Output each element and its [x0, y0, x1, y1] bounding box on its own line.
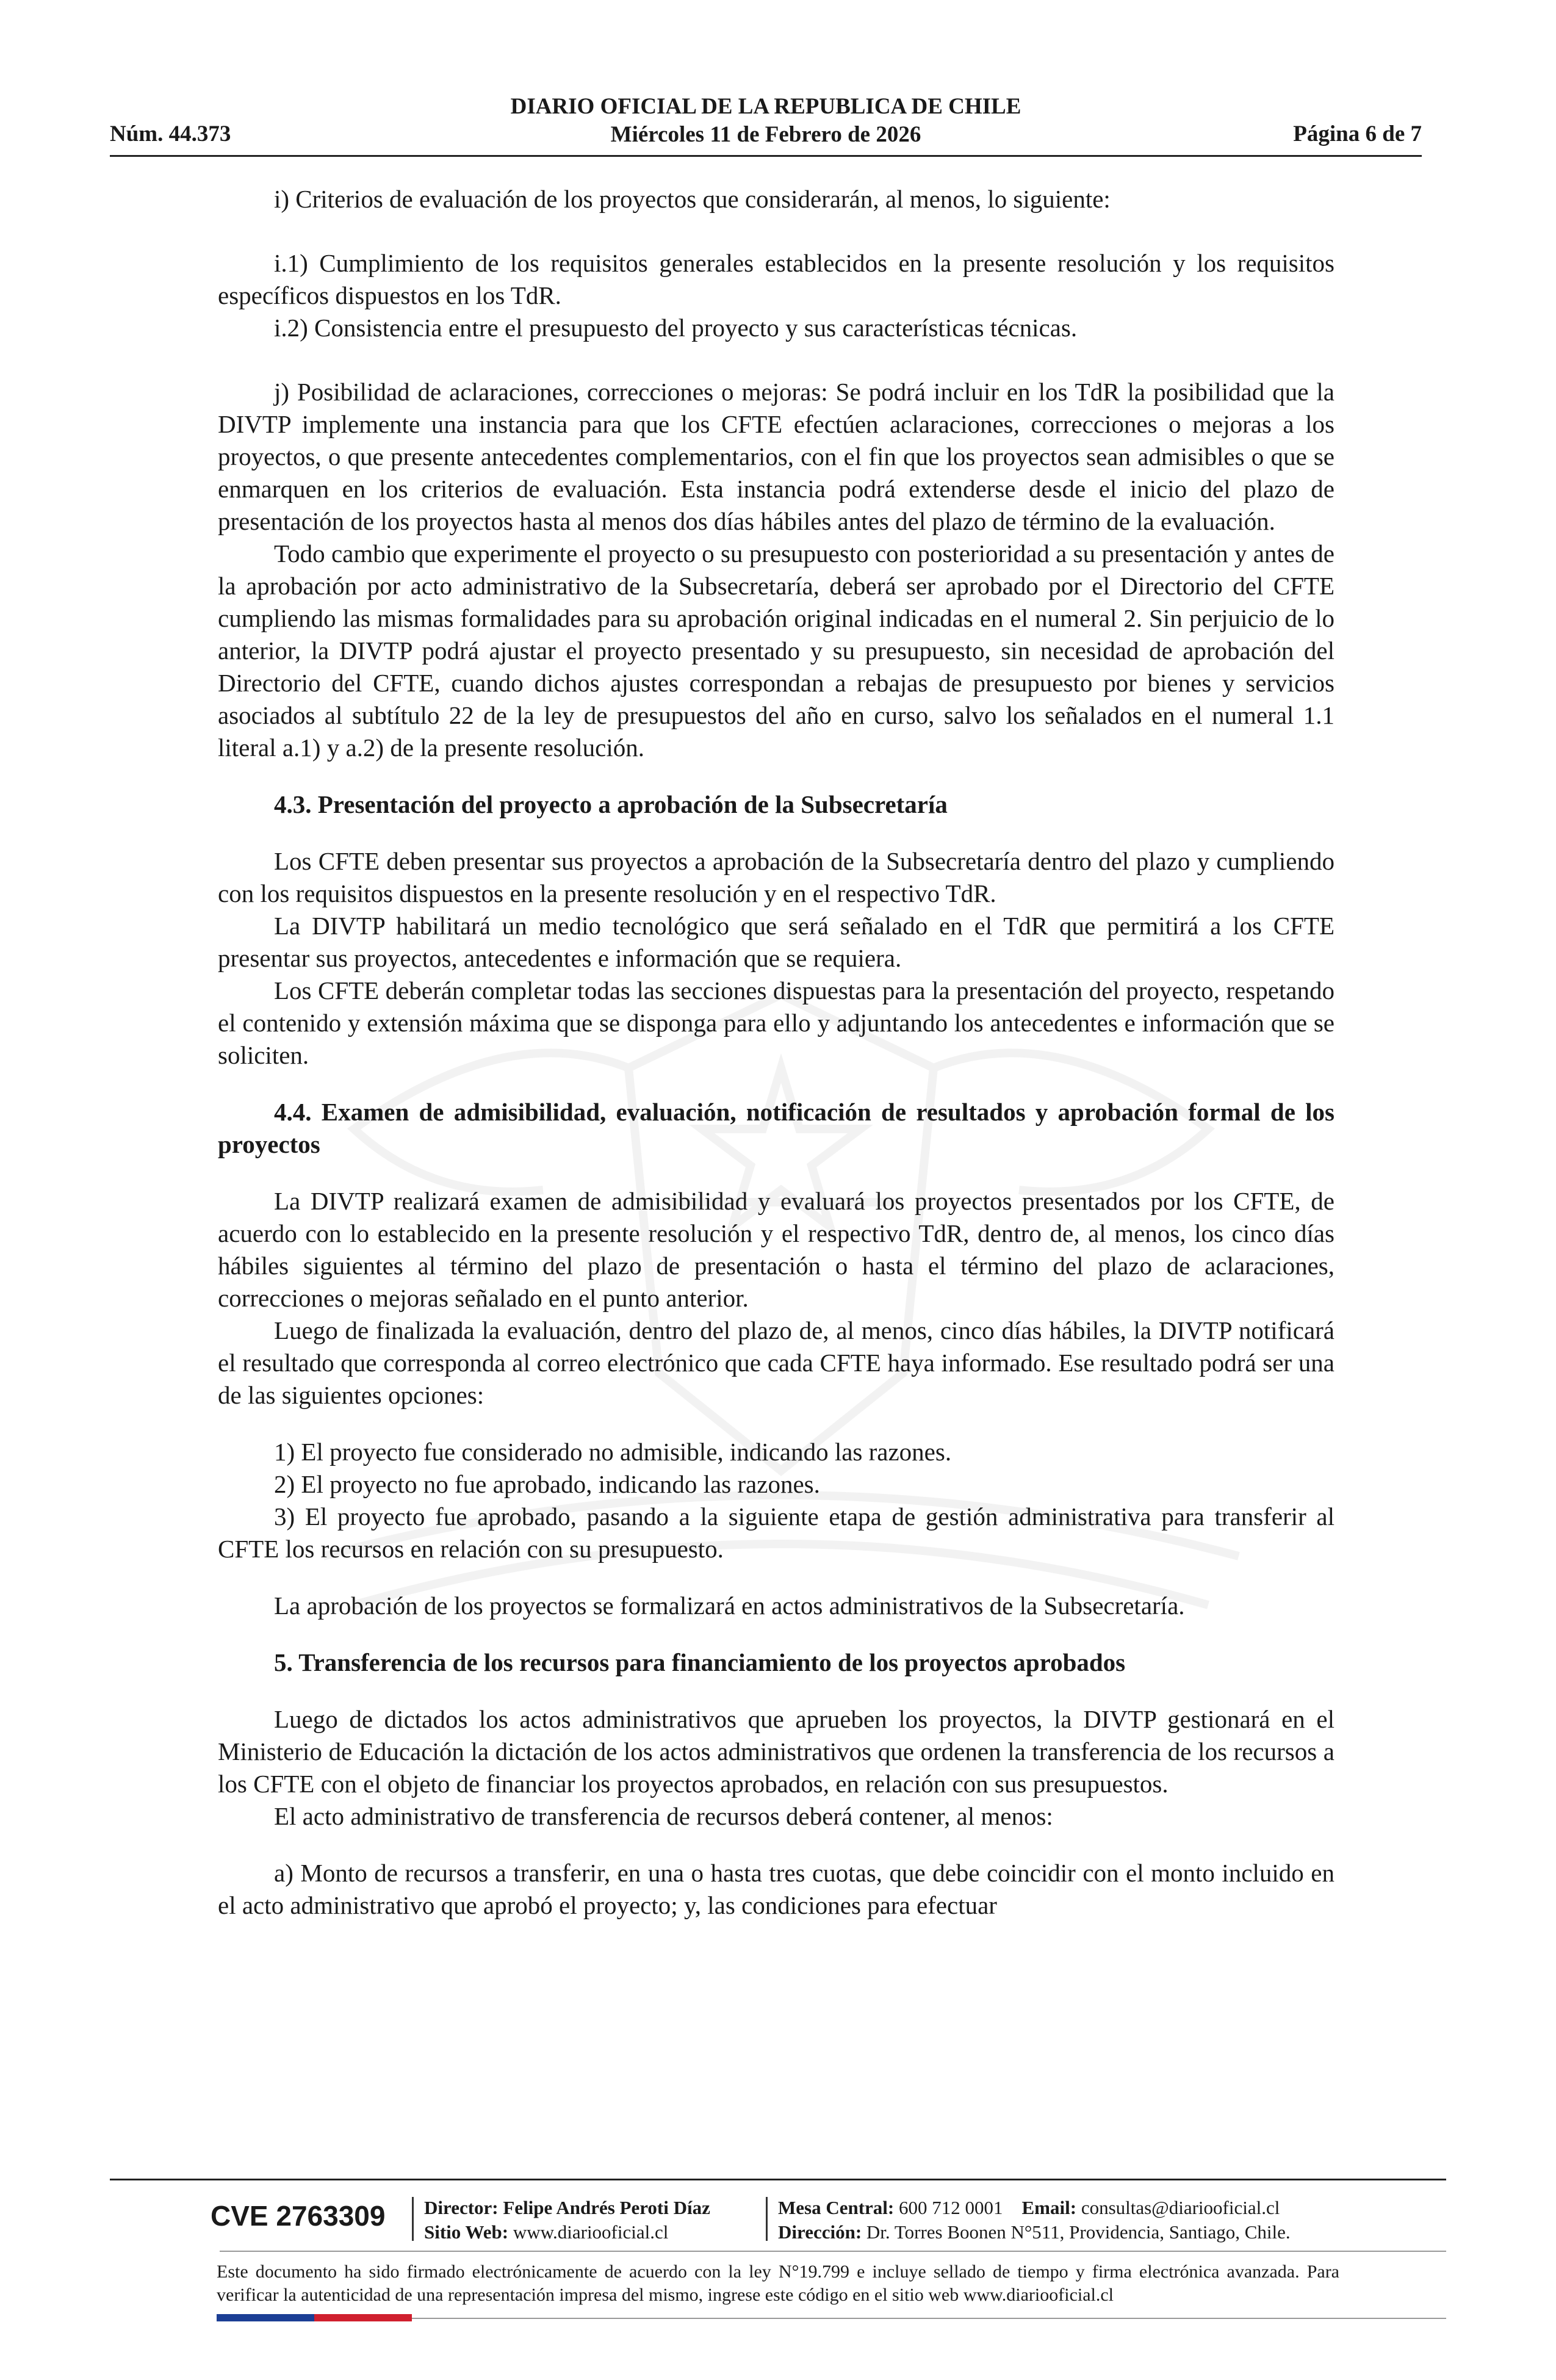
chile-flag-stripe [217, 2314, 412, 2321]
email-link[interactable]: consultas@diariooficial.cl [1081, 2197, 1280, 2218]
section-heading-5: 5. Transferencia de los recursos para financiamiento de los proyectos aprobados [274, 1648, 1126, 1676]
footer-top-rule [110, 2179, 1446, 2180]
option-3: 3) El proyecto fue aprobado, pasando a la siguiente etapa de gestión administrativa para transferir al CFTE los recursos en relación con su presupuesto. [218, 1502, 1334, 1563]
footer-contact-block [778, 2196, 1291, 2245]
address-value: Dr. Torres Boonen N°511, Providencia, Santiago, Chile. [866, 2221, 1291, 2243]
section-heading-4-3: 4.3. Presentación del proyecto a aprobación de la Subsecretaría [274, 790, 948, 818]
paragraph-4-4-c: La aprobación de los proyectos se formalizará en actos administrativos de la Subsecretaría. [274, 1592, 1185, 1620]
paragraph-changes: Todo cambio que experimente el proyecto o su presupuesto con posterioridad a su presentación y antes de la aprobación por acto administrativo de la Subsecretaría, deberá ser aprobado por el Directorio del CFTE cumpliendo las mismas formalidades para su aprobación original indicadas en el numeral 2. Sin perjuicio de lo anterior, la DIVTP podrá ajustar el proyecto presentado y su presupuesto, sin necesidad de aprobación del Directorio del CFTE, cuando dichos ajustes correspondan a rebajas de presupuesto por bienes y servicios asociados al subtítulo 22 de la ley de presupuestos del año en curso, salvo los señalados en el numeral 1.1 literal a.1) y a.2) de la presente resolución. [218, 539, 1334, 762]
publication-title: DIARIO OFICIAL DE LA REPUBLICA DE CHILE [510, 94, 1021, 119]
paragraph-4-3-c: Los CFTE deberán completar todas las secciones dispuestas para la presentación del proyecto, respetando el contenido y extensión máxima que se disponga para ello y adjuntando los antecedentes e información que se soliciten. [218, 976, 1334, 1069]
paragraph-criteria-i2: i.2) Consistencia entre el presupuesto del proyecto y sus características técnicas. [274, 314, 1078, 342]
paragraph-4-4-a: La DIVTP realizará examen de admisibilidad y evaluará los proyectos presentados por los CFTE, de acuerdo con lo establecido en la presente resolución y el respectivo TdR, dentro de, al menos, los cinco días hábiles siguientes al término del plazo de presentación o hasta el término del plazo de aclaraciones, correcciones o mejoras señalado en el punto anterior. [218, 1187, 1334, 1312]
document-body [218, 183, 1334, 1922]
header-rule [110, 155, 1422, 157]
paragraph-4-4-b: Luego de finalizada la evaluación, dentro del plazo de, al menos, cinco días hábiles, la DIVTP notificará el resultado que corresponda al correo electrónico que cada CFTE haya informado. Ese resultado podrá ser una de las siguientes opciones: [218, 1316, 1334, 1409]
footer-mid-rule [220, 2251, 1446, 2252]
section-heading-4-4: 4.4. Examen de admisibilidad, evaluación, notificación de resultados y aprobación formal de los proyectos [218, 1098, 1334, 1158]
cve-code: CVE 2763309 [211, 2200, 386, 2232]
paragraph-5-a: Luego de dictados los actos administrativos que aprueben los proyectos, la DIVTP gestionará en el Ministerio de Educación la dictación de los actos administrativos que ordenen la transferencia de los recursos a los CFTE con el objeto de financiar los proyectos aprobados, en relación con sus presupuestos. [218, 1705, 1334, 1798]
legal-notice: Este documento ha sido firmado electrónicamente de acuerdo con la ley N°19.799 e incluye sellado de tiempo y firma electrónica avanzada. Para verificar la autenticidad de una representación impresa del mismo, ingrese este código en el sitio web www.diariooficial.cl [217, 2262, 1339, 2305]
director-label: Director: [424, 2197, 499, 2218]
paragraph-4-3-a: Los CFTE deben presentar sus proyectos a aprobación de la Subsecretaría dentro del plazo y cumpliendo con los requisitos dispuestos en la presente resolución y en el respectivo TdR. [218, 847, 1334, 907]
page-header [110, 93, 1422, 159]
paragraph-4-3-b: La DIVTP habilitará un medio tecnológico que será señalado en el TdR que permitirá a los CFTE presentar sus proyectos, antecedentes e información que se requiera. [218, 912, 1334, 972]
address-label: Dirección: [778, 2221, 862, 2243]
site-label: Sitio Web: [424, 2221, 509, 2243]
paragraph-5-c: a) Monto de recursos a transferir, en una o hasta tres cuotas, que debe coincidir con el monto incluido en el acto administrativo que aprobó el proyecto; y, las condiciones para efectuar [218, 1859, 1334, 1919]
option-1: 1) El proyecto fue considerado no admisible, indicando las razones. [274, 1438, 952, 1466]
page-footer [110, 2179, 1446, 2362]
footer-separator [412, 2197, 414, 2241]
publication-date: Miércoles 11 de Febrero de 2026 [610, 122, 921, 147]
mesa-label: Mesa Central: [778, 2197, 895, 2218]
site-link[interactable]: www.diariooficial.cl [513, 2221, 669, 2243]
footer-bottom-rule [412, 2318, 1446, 2319]
paragraph-5-b: El acto administrativo de transferencia de recursos deberá contener, al menos: [274, 1802, 1053, 1830]
paragraph-criteria-i1: i.1) Cumplimiento de los requisitos generales establecidos en la presente resolución y los requisitos específicos dispuestos en los TdR. [218, 249, 1334, 309]
footer-director-block [424, 2196, 710, 2245]
flag-blue-stripe [217, 2314, 314, 2321]
paragraph-clarifications: j) Posibilidad de aclaraciones, correcciones o mejoras: Se podrá incluir en los TdR la posibilidad que la DIVTP implemente una instancia para que los CFTE efectúen aclaraciones, correcciones o mejoras a los proyectos, o que presente antecedentes complementarios, con el fin que los proyectos sean admisibles o que se enmarquen en los criterios de evaluación. Esta instancia podrá extenderse desde el inicio del plazo de presentación de los proyectos hasta al menos dos días hábiles antes del plazo de término de la evaluación. [218, 378, 1334, 535]
paragraph-criteria: i) Criterios de evaluación de los proyectos que considerarán, al menos, lo siguiente: [274, 185, 1111, 213]
email-label: Email: [1021, 2197, 1077, 2218]
director-name: Felipe Andrés Peroti Díaz [503, 2197, 710, 2218]
flag-red-stripe [314, 2314, 412, 2321]
mesa-value: 600 712 0001 [899, 2197, 1003, 2218]
issue-number: Núm. 44.373 [110, 121, 231, 146]
option-2: 2) El proyecto no fue aprobado, indicando las razones. [274, 1470, 820, 1498]
footer-separator [766, 2197, 768, 2241]
page-number: Página 6 de 7 [1293, 121, 1422, 146]
